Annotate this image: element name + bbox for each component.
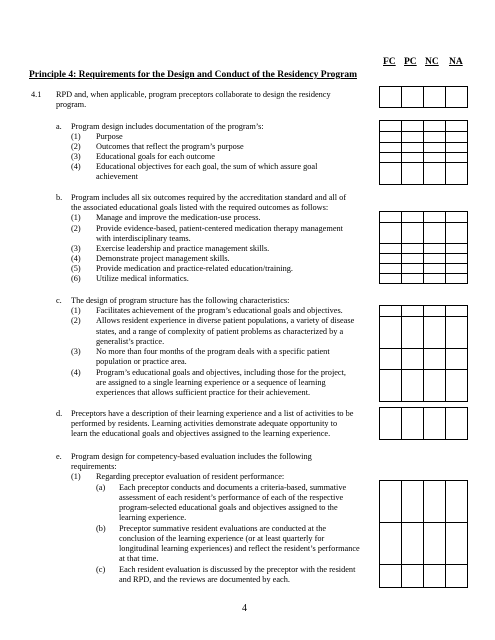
subsub-text: conclusion of the learning experience (or at least quarterly for <box>119 534 325 543</box>
sub-num: (1) <box>71 472 81 481</box>
rating-row <box>380 132 468 143</box>
nc-checkbox[interactable] <box>424 264 446 273</box>
fc-checkbox[interactable] <box>380 143 402 152</box>
nc-checkbox[interactable] <box>424 306 446 316</box>
column-header-pc: PC <box>404 57 417 67</box>
nc-checkbox[interactable] <box>424 370 446 401</box>
na-checkbox[interactable] <box>446 317 468 348</box>
na-checkbox[interactable] <box>446 274 468 283</box>
sub-text: Facilitates achievement of the program’s educational goals and objectives. <box>96 306 343 315</box>
rating-row <box>380 264 468 274</box>
sub-text: Educational goals for each outcome <box>96 152 215 161</box>
item-d-text: performed by residents. Learning activities demonstrate adequate opportunity to <box>71 419 338 428</box>
sub-text: Educational objectives for each goal, the sum of which assure goal <box>96 162 318 171</box>
fc-checkbox[interactable] <box>380 244 402 253</box>
fc-checkbox[interactable] <box>380 264 402 273</box>
na-checkbox[interactable] <box>446 349 468 369</box>
nc-checkbox[interactable] <box>424 254 446 263</box>
nc-checkbox[interactable] <box>424 132 446 142</box>
nc-checkbox[interactable] <box>424 274 446 283</box>
nc-checkbox[interactable] <box>424 143 446 152</box>
item-b-text: Program includes all six outcomes required by the accreditation standard and all of <box>71 193 347 202</box>
principle-title: Principle 4: Requirements for the Design and Conduct of the Residency Program <box>29 70 357 80</box>
pc-checkbox[interactable] <box>402 565 424 587</box>
sub-text: Exercise leadership and practice management skills. <box>96 244 270 253</box>
fc-checkbox[interactable] <box>380 121 402 131</box>
na-checkbox[interactable] <box>446 244 468 253</box>
sub-text: Purpose <box>96 132 123 141</box>
subsub-text: Each resident evaluation is discussed by the preceptor with the resident <box>119 565 356 574</box>
fc-checkbox[interactable] <box>380 370 402 401</box>
sub-num: (2) <box>71 224 81 233</box>
subsub-text: at that time. <box>119 554 159 563</box>
pc-checkbox[interactable] <box>402 254 424 263</box>
rating-row <box>380 223 468 244</box>
sub-num: (3) <box>71 244 81 253</box>
rating-row <box>380 86 468 108</box>
page-number: 4 <box>242 603 247 614</box>
rating-row <box>380 143 468 153</box>
pc-checkbox[interactable] <box>402 317 424 348</box>
item-letter-a: a. <box>56 122 62 131</box>
fc-checkbox[interactable] <box>380 223 402 243</box>
pc-checkbox[interactable] <box>402 212 424 222</box>
rating-row <box>380 565 468 588</box>
sub-text: Demonstrate project management skills. <box>96 254 230 263</box>
na-checkbox[interactable] <box>446 132 468 142</box>
nc-checkbox[interactable] <box>424 244 446 253</box>
nc-checkbox[interactable] <box>424 163 446 184</box>
na-checkbox[interactable] <box>446 143 468 152</box>
sub-num: (1) <box>71 306 81 315</box>
subsub-text: program-selected educational goals and objectives assigned to the <box>119 503 338 512</box>
pc-checkbox[interactable] <box>402 264 424 273</box>
fc-checkbox[interactable] <box>380 306 402 316</box>
nc-checkbox[interactable] <box>424 87 446 107</box>
fc-checkbox[interactable] <box>380 132 402 142</box>
pc-checkbox[interactable] <box>402 481 424 522</box>
subsub-text: assessment of each resident’s performance of each of the respective <box>119 493 344 502</box>
pc-checkbox[interactable] <box>402 132 424 142</box>
nc-checkbox[interactable] <box>424 153 446 162</box>
subsub-num: (a) <box>96 483 106 492</box>
sub-text: Utilize medical informatics. <box>96 274 189 283</box>
fc-checkbox[interactable] <box>380 153 402 162</box>
rating-grid-e <box>379 480 468 588</box>
rating-grid-c <box>379 305 468 402</box>
nc-checkbox[interactable] <box>424 121 446 131</box>
nc-checkbox[interactable] <box>424 565 446 587</box>
sub-text: Manage and improve the medication-use process. <box>96 213 261 222</box>
sub-text: achievement <box>96 172 138 181</box>
pc-checkbox[interactable] <box>402 87 424 107</box>
na-checkbox[interactable] <box>446 153 468 162</box>
fc-checkbox[interactable] <box>380 565 402 587</box>
rating-grid-b <box>379 211 468 284</box>
subsub-num: (b) <box>96 524 106 533</box>
fc-checkbox[interactable] <box>380 349 402 369</box>
column-header-na: NA <box>449 57 463 67</box>
pc-checkbox[interactable] <box>402 408 424 439</box>
nc-checkbox[interactable] <box>424 481 446 522</box>
item-e-text: requirements: <box>71 462 117 471</box>
pc-checkbox[interactable] <box>402 274 424 283</box>
column-header-fc: FC <box>383 57 396 67</box>
item-letter-b: b. <box>56 193 63 202</box>
rating-row <box>380 407 468 440</box>
item-letter-c: c. <box>56 296 62 305</box>
pc-checkbox[interactable] <box>402 121 424 131</box>
item-a-text: Program design includes documentation of the program’s: <box>71 122 264 131</box>
sub-text: with interdisciplinary teams. <box>96 234 191 243</box>
nc-checkbox[interactable] <box>424 408 446 439</box>
sub-text: Provide medication and practice-related education/training. <box>96 264 293 273</box>
sub-text: Outcomes that reflect the program’s purpose <box>96 142 244 151</box>
fc-checkbox[interactable] <box>380 481 402 522</box>
rating-grid-a <box>379 120 468 185</box>
item-letter-d: d. <box>56 409 63 418</box>
rating-row <box>380 349 468 370</box>
fc-checkbox[interactable] <box>380 254 402 263</box>
fc-checkbox[interactable] <box>380 87 402 107</box>
sub-text: generalist’s practice. <box>96 337 165 346</box>
fc-checkbox[interactable] <box>380 408 402 439</box>
rating-row <box>380 480 468 523</box>
nc-checkbox[interactable] <box>424 317 446 348</box>
item-d-text: learn the educational goals and objectives assigned to the learning experience. <box>71 429 331 438</box>
na-checkbox[interactable] <box>446 523 468 564</box>
fc-checkbox[interactable] <box>380 163 402 184</box>
item-b-text: the associated educational goals listed with the required outcomes as follows: <box>71 203 329 212</box>
item-letter-e: e. <box>56 452 62 461</box>
na-checkbox[interactable] <box>446 565 468 587</box>
sub-num: (5) <box>71 264 81 273</box>
sub-num: (1) <box>71 132 81 141</box>
na-checkbox[interactable] <box>446 223 468 243</box>
rating-row <box>380 317 468 349</box>
item-d-text: Preceptors have a description of their learning experience and a list of activities to be <box>71 409 354 418</box>
na-checkbox[interactable] <box>446 370 468 401</box>
sub-num: (4) <box>71 368 81 377</box>
pc-checkbox[interactable] <box>402 223 424 243</box>
item-e-text: Program design for competency-based evaluation includes the following <box>71 452 312 461</box>
section-number: 4.1 <box>31 90 42 99</box>
fc-checkbox[interactable] <box>380 523 402 564</box>
na-checkbox[interactable] <box>446 121 468 131</box>
pc-checkbox[interactable] <box>402 153 424 162</box>
pc-checkbox[interactable] <box>402 370 424 401</box>
sub-num: (4) <box>71 254 81 263</box>
pc-checkbox[interactable] <box>402 143 424 152</box>
sub-text: experiences that allows sufficient practice for their achievement. <box>96 388 311 397</box>
rating-row <box>380 370 468 402</box>
sub-text: No more than four months of the program deals with a specific patient <box>96 347 330 356</box>
sub-text: are assigned to a single learning experience or a sequence of learning <box>96 378 326 387</box>
pc-checkbox[interactable] <box>402 306 424 316</box>
subsub-text: Preceptor summative resident evaluations are conducted at the <box>119 524 327 533</box>
na-checkbox[interactable] <box>446 163 468 184</box>
rating-row <box>380 305 468 317</box>
sub-text: population or practice area. <box>96 357 187 366</box>
rating-row <box>380 274 468 284</box>
nc-checkbox[interactable] <box>424 223 446 243</box>
sub-num: (1) <box>71 213 81 222</box>
fc-checkbox[interactable] <box>380 274 402 283</box>
column-header-nc: NC <box>425 57 439 67</box>
na-checkbox[interactable] <box>446 87 468 107</box>
sub-num: (2) <box>71 142 81 151</box>
rating-row <box>380 523 468 565</box>
pc-checkbox[interactable] <box>402 244 424 253</box>
rating-row <box>380 120 468 132</box>
subsub-num: (c) <box>96 565 106 574</box>
subsub-text: learning experience. <box>119 513 187 522</box>
pc-checkbox[interactable] <box>402 163 424 184</box>
rating-row <box>380 211 468 223</box>
na-checkbox[interactable] <box>446 212 468 222</box>
sub-text: Regarding preceptor evaluation of resident performance: <box>96 472 285 481</box>
na-checkbox[interactable] <box>446 306 468 316</box>
na-checkbox[interactable] <box>446 408 468 439</box>
na-checkbox[interactable] <box>446 481 468 522</box>
subsub-text: Each preceptor conducts and documents a criteria-based, summative <box>119 483 347 492</box>
nc-checkbox[interactable] <box>424 349 446 369</box>
subsub-text: and RPD, and the reviews are documented by each. <box>119 575 290 584</box>
na-checkbox[interactable] <box>446 254 468 263</box>
rating-row <box>380 153 468 163</box>
rating-row <box>380 163 468 185</box>
rating-grid-4-1 <box>379 86 468 108</box>
section-text-line: RPD and, when applicable, program preceptors collaborate to design the residency <box>56 90 331 99</box>
pc-checkbox[interactable] <box>402 523 424 564</box>
sub-text: Program’s educational goals and objectives, including those for the project, <box>96 368 346 377</box>
pc-checkbox[interactable] <box>402 349 424 369</box>
sub-num: (2) <box>71 316 81 325</box>
rating-row <box>380 244 468 254</box>
fc-checkbox[interactable] <box>380 212 402 222</box>
sub-text: states, and a range of complexity of patient problems as characterized by a <box>96 327 344 336</box>
sub-num: (3) <box>71 152 81 161</box>
item-c-text: The design of program structure has the following characteristics: <box>71 296 290 305</box>
nc-checkbox[interactable] <box>424 212 446 222</box>
subsub-text: longitudinal learning experiences) and reflect the resident’s performance <box>119 544 360 553</box>
sub-num: (3) <box>71 347 81 356</box>
rating-grid-d <box>379 407 468 440</box>
nc-checkbox[interactable] <box>424 523 446 564</box>
sub-num: (4) <box>71 162 81 171</box>
sub-text: Allows resident experience in diverse patient populations, a variety of disease <box>96 316 355 325</box>
rating-row <box>380 254 468 264</box>
fc-checkbox[interactable] <box>380 317 402 348</box>
na-checkbox[interactable] <box>446 264 468 273</box>
section-text-line: program. <box>56 100 87 109</box>
sub-text: Provide evidence-based, patient-centered medication therapy management <box>96 224 343 233</box>
sub-num: (6) <box>71 274 81 283</box>
